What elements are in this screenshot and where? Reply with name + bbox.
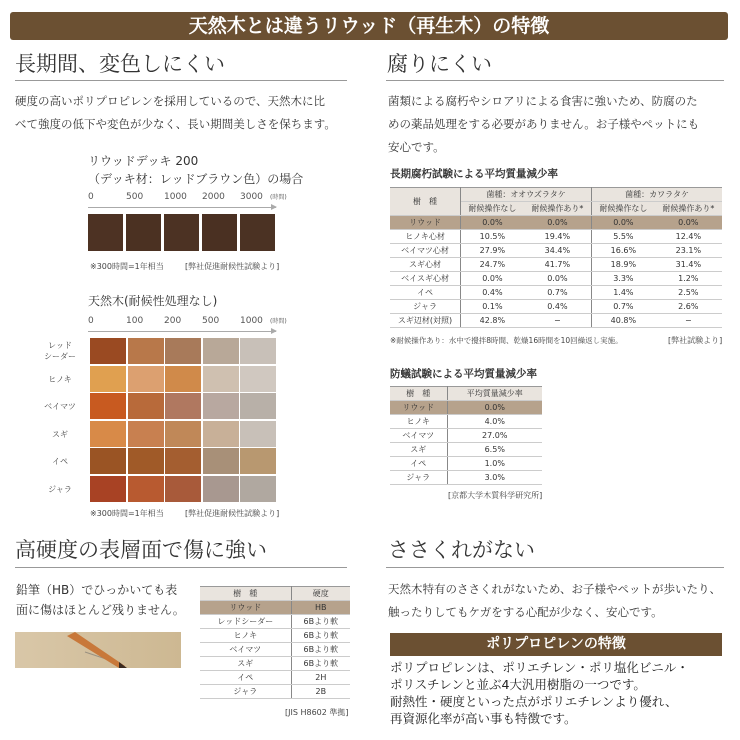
pp-text <box>390 659 689 727</box>
natural-wood-swatch <box>90 338 126 364</box>
natural-wood-swatch <box>203 476 239 502</box>
table-cell: 12.4% <box>655 230 722 244</box>
natural-wood-swatch <box>240 421 276 447</box>
pencil-scratch-photo <box>15 632 181 668</box>
natural-wood-swatch <box>240 448 276 474</box>
table-cell: 0.4% <box>461 286 524 300</box>
table-cell: 6Bより軟 <box>291 615 350 629</box>
table-row <box>390 272 722 286</box>
table-cell: リウッド <box>390 401 447 415</box>
text-line: 硬度の高いポリプロピレンを採用しているので、天然木に比 <box>15 94 325 108</box>
table-cell: 2H <box>291 671 350 685</box>
table-row <box>390 258 722 272</box>
time-tick: 1000 <box>164 192 187 202</box>
natural-wood-swatch <box>240 366 276 392</box>
text-line: 面に傷はほとんど残りません。 <box>16 603 185 617</box>
table-row <box>390 443 542 457</box>
table-cell: 0.0% <box>524 272 592 286</box>
table-cell: 0.4% <box>524 300 592 314</box>
natural-wood-swatch <box>128 366 164 392</box>
text-line: 再資源化率が高い事も特徴です。 <box>390 711 577 726</box>
table-row <box>390 286 722 300</box>
text-line: 触ったりしてもケガをする心配が少なく、安心です。 <box>388 605 663 619</box>
table-cell: ベイマツ心材 <box>390 244 461 258</box>
divider <box>386 567 724 568</box>
wood-species-label: イペ <box>52 457 68 466</box>
hardness-text <box>16 580 185 620</box>
table-cell: 34.4% <box>524 244 592 258</box>
discolor-text <box>15 90 336 136</box>
natural-wood-swatch <box>165 366 201 392</box>
natural-wood-swatch <box>203 393 239 419</box>
col-header: 樹 種 <box>390 188 461 216</box>
table-cell: 24.7% <box>461 258 524 272</box>
table-cell: 31.4% <box>655 258 722 272</box>
table-row <box>200 643 350 657</box>
table-cell: ジャラ <box>390 300 461 314</box>
pp-banner: ポリプロピレンの特徴 <box>390 633 722 656</box>
natural-title: 天然木(耐候性処理なし) <box>88 294 218 308</box>
col-header: 樹 種 <box>390 387 447 401</box>
discolor-heading: 長期間、変色しにくい <box>15 52 225 76</box>
text-line: めの薬品処理をする必要がありません。お子様やペットにも <box>388 117 700 131</box>
table-cell: 0.0% <box>461 272 524 286</box>
time-arrow <box>88 207 276 208</box>
natural-wood-swatch <box>203 366 239 392</box>
divider <box>15 80 347 81</box>
wood-species-label: ベイマツ <box>44 402 76 411</box>
table-cell: 2.5% <box>655 286 722 300</box>
wood-species-label: スギ <box>52 429 68 439</box>
table-cell: スギ <box>200 657 291 671</box>
table-cell: 19.4% <box>524 230 592 244</box>
divider <box>15 567 347 568</box>
table-cell: 10.5% <box>461 230 524 244</box>
col-header: 平均質量減少率 <box>447 387 542 401</box>
wood-species-label: レッド シーダー <box>44 341 76 361</box>
time-tick: 3000 <box>240 192 263 202</box>
rot-heading: 腐りにくい <box>387 52 492 76</box>
table-cell: ヒノキ <box>200 629 291 643</box>
table-cell: 0.0% <box>461 216 524 230</box>
divider <box>386 80 724 81</box>
table-cell: リウッド <box>390 216 461 230</box>
table-cell: 3.3% <box>592 272 655 286</box>
rewood-swatch <box>88 214 123 251</box>
text-line: べて強度の低下や変色が少なく、長い期間美しさを保ちます。 <box>15 117 336 131</box>
table-row <box>200 601 350 615</box>
time-tick: 100 <box>126 316 144 326</box>
natural-wood-swatch <box>203 448 239 474</box>
rewood-swatch <box>164 214 199 251</box>
table-row <box>390 314 722 328</box>
termite-table <box>390 386 542 485</box>
col-header: 樹 種 <box>200 587 291 601</box>
time-tick: 2000 <box>202 192 225 202</box>
table-row <box>390 401 542 415</box>
natural-wood-swatch <box>240 476 276 502</box>
decay-source: [弊社試験より] <box>668 336 723 345</box>
decay-table <box>390 187 722 328</box>
table-cell: 0.7% <box>592 300 655 314</box>
natural-wood-swatch <box>128 448 164 474</box>
wood-species-label: ヒノキ <box>48 374 72 384</box>
table-cell: 6Bより軟 <box>291 657 350 671</box>
table-cell: イペ <box>200 671 291 685</box>
splinter-text <box>388 578 721 624</box>
time-tick: 0 <box>88 316 94 326</box>
text-line: （デッキ材：レッドブラウン色）の場合 <box>88 172 304 186</box>
time-tick: 1000 <box>240 316 263 326</box>
text-line: ポリスチレンと並ぶ4大汎用樹脂の一つです。 <box>390 677 646 692</box>
table-row <box>390 216 722 230</box>
group-header: 菌種：オオウズラタケ <box>461 188 592 202</box>
hardness-source: [JIS H8602 準拠] <box>285 708 349 717</box>
natural-wood-swatch <box>240 393 276 419</box>
table-cell: 3.0% <box>447 471 542 485</box>
natural-note: ※300時間=1年相当 <box>90 509 164 518</box>
natural-wood-swatch <box>203 338 239 364</box>
hardness-heading: 高硬度の表層面で傷に強い <box>15 538 267 562</box>
text-line: 天然木特有のささくれがないため、お子様やペットが歩いたり、 <box>388 582 722 596</box>
rot-text <box>388 90 699 159</box>
natural-wood-swatch <box>165 421 201 447</box>
table-row <box>200 629 350 643</box>
table-cell: 16.6% <box>592 244 655 258</box>
table-cell: 0.0% <box>524 216 592 230</box>
table-cell: 0.0% <box>655 216 722 230</box>
wood-species-label: ジャラ <box>48 484 72 494</box>
pencil-icon <box>15 632 181 668</box>
table-cell: 27.9% <box>461 244 524 258</box>
time-tick: 0 <box>88 192 94 202</box>
decay-footnote: ※耐候操作あり：水中で攪拌8時間、乾燥16時間を10回繰返し実施。 <box>390 336 623 345</box>
natural-wood-swatch <box>128 393 164 419</box>
table-row <box>390 230 722 244</box>
table-cell: イペ <box>390 286 461 300</box>
table-cell: ベイスギ心材 <box>390 272 461 286</box>
hardness-table <box>200 586 350 699</box>
table-cell: 0.1% <box>461 300 524 314</box>
text-line: 菌類による腐朽やシロアリによる食害に強いため、防腐のた <box>388 94 698 108</box>
table-cell: 42.8% <box>461 314 524 328</box>
table-cell: HB <box>291 601 350 615</box>
natural-wood-swatch <box>90 366 126 392</box>
table-cell: 6Bより軟 <box>291 629 350 643</box>
table-cell: 6.5% <box>447 443 542 457</box>
table-cell: ジャラ <box>200 685 291 699</box>
table-cell: スギ <box>390 443 447 457</box>
natural-wood-swatch <box>240 338 276 364</box>
group-header: 菌種：カワラタケ <box>592 188 722 202</box>
table-row <box>200 685 350 699</box>
table-cell: ヒノキ <box>390 415 447 429</box>
table-row <box>200 671 350 685</box>
col-header: 硬度 <box>291 587 350 601</box>
table-cell: 23.1% <box>655 244 722 258</box>
termite-table-title: 防蟻試験による平均質量減少率 <box>390 368 537 380</box>
table-row <box>390 415 542 429</box>
natural-wood-swatch <box>90 393 126 419</box>
natural-wood-swatch <box>90 448 126 474</box>
natural-wood-swatch <box>165 338 201 364</box>
table-cell: − <box>655 314 722 328</box>
natural-wood-swatch <box>128 421 164 447</box>
table-cell: 0.0% <box>592 216 655 230</box>
natural-wood-swatch <box>203 421 239 447</box>
table-cell: リウッド <box>200 601 291 615</box>
termite-source: [京都大学木質科学研究所] <box>448 491 543 500</box>
table-row <box>200 615 350 629</box>
table-cell: 2B <box>291 685 350 699</box>
col-header: 耐候操作なし <box>461 202 524 216</box>
table-row <box>390 429 542 443</box>
table-cell: 1.4% <box>592 286 655 300</box>
table-cell: 4.0% <box>447 415 542 429</box>
time-tick: 500 <box>126 192 144 202</box>
natural-wood-swatch <box>165 448 201 474</box>
time-tick: 500 <box>202 316 220 326</box>
table-row <box>390 471 542 485</box>
decay-table-title: 長期腐朽試験による平均質量減少率 <box>390 168 558 180</box>
natural-wood-swatch <box>90 476 126 502</box>
table-cell: スギ辺材(対照) <box>390 314 461 328</box>
table-cell: 27.0% <box>447 429 542 443</box>
table-row <box>390 457 542 471</box>
table-cell: 0.0% <box>447 401 542 415</box>
text-line: 鉛筆（HB）でひっかいても表 <box>16 583 178 597</box>
table-cell: − <box>524 314 592 328</box>
natural-wood-swatch <box>128 338 164 364</box>
main-banner: 天然木とは違うリウッド（再生木）の特徴 <box>10 12 728 40</box>
natural-wood-swatch <box>90 421 126 447</box>
table-cell: レッドシーダー <box>200 615 291 629</box>
table-row <box>390 244 722 258</box>
time-unit: (時間) <box>270 318 287 325</box>
text-line: 安心です。 <box>388 140 445 154</box>
table-cell: 41.7% <box>524 258 592 272</box>
table-cell: ベイマツ <box>200 643 291 657</box>
rewood-note: ※300時間=1年相当 <box>90 262 164 271</box>
splinter-heading: ささくれがない <box>388 538 535 562</box>
rewood-swatch <box>240 214 275 251</box>
time-arrow <box>88 331 276 332</box>
text-line: ポリプロピレンは、ポリエチレン・ポリ塩化ビニル・ <box>390 660 689 675</box>
table-cell: イペ <box>390 457 447 471</box>
text-line: リウッドデッキ 200 <box>88 154 199 168</box>
natural-wood-swatch <box>165 393 201 419</box>
table-cell: 6Bより軟 <box>291 643 350 657</box>
natural-wood-swatch <box>165 476 201 502</box>
col-header: 耐候操作なし <box>592 202 655 216</box>
natural-wood-swatch <box>128 476 164 502</box>
rewood-swatch <box>202 214 237 251</box>
table-cell: 40.8% <box>592 314 655 328</box>
natural-source: [弊社促進耐候性試験より] <box>185 509 280 518</box>
time-tick: 200 <box>164 316 182 326</box>
table-cell: 2.6% <box>655 300 722 314</box>
col-header: 耐候操作あり* <box>655 202 722 216</box>
table-cell: ヒノキ心材 <box>390 230 461 244</box>
table-cell: 1.0% <box>447 457 542 471</box>
table-cell: ベイマツ <box>390 429 447 443</box>
table-row <box>200 657 350 671</box>
table-cell: 5.5% <box>592 230 655 244</box>
table-cell: 18.9% <box>592 258 655 272</box>
text-line: 耐熱性・硬度といった点がポリエチレンより優れ、 <box>390 694 678 709</box>
table-cell: 0.7% <box>524 286 592 300</box>
table-cell: ジャラ <box>390 471 447 485</box>
time-unit: (時間) <box>270 194 287 201</box>
table-cell: スギ心材 <box>390 258 461 272</box>
rewood-title <box>88 152 303 188</box>
table-cell: 1.2% <box>655 272 722 286</box>
rewood-source: [弊社促進耐候性試験より] <box>185 262 280 271</box>
table-row <box>390 300 722 314</box>
col-header: 耐候操作あり* <box>524 202 592 216</box>
rewood-swatch <box>126 214 161 251</box>
